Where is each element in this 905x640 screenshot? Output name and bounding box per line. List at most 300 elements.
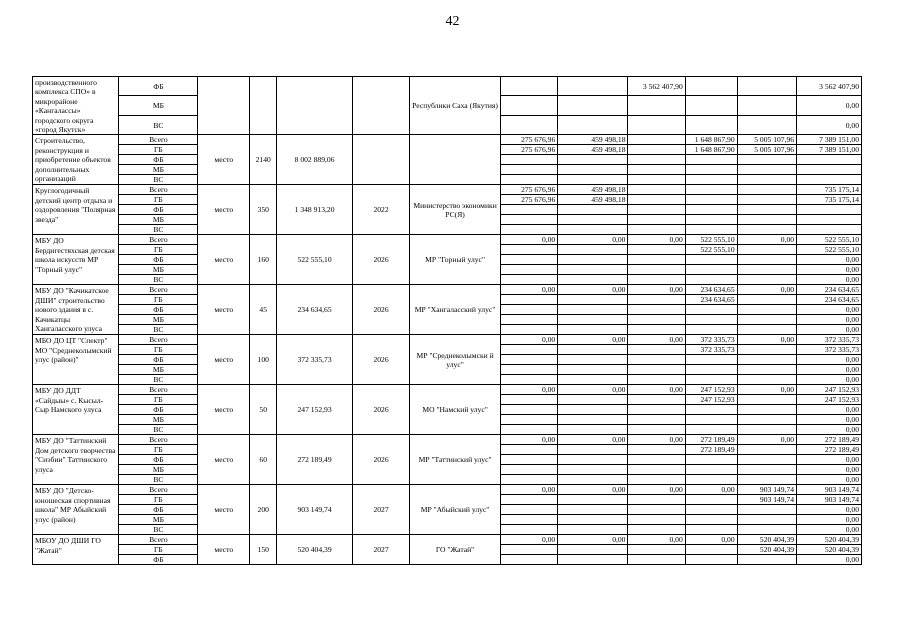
value-cell-3 <box>628 525 685 535</box>
value-cell-4: 522 555,10 <box>685 235 737 245</box>
value-cell-3 <box>628 225 685 235</box>
value-cell-1 <box>500 295 557 305</box>
value-cell-2 <box>558 415 628 425</box>
executor-cell: МР "Среднеколымски й улус" <box>410 335 501 385</box>
value-cell-3 <box>628 405 685 415</box>
object-name-cell: производственного комплекса СПО» в микрорайоне «Кангалассы» городского округа «город Якутск» <box>33 77 119 135</box>
value-cell-3 <box>628 265 685 275</box>
funding-source-cell: ВС <box>119 325 198 335</box>
value-cell-4 <box>685 175 737 185</box>
value-cell-2 <box>558 425 628 435</box>
value-cell-1: 275 676,96 <box>500 185 557 195</box>
value-cell-2 <box>558 465 628 475</box>
value-cell-5 <box>737 205 796 215</box>
funding-source-cell: ГБ <box>119 245 198 255</box>
total-cell: 520 404,39 <box>797 545 862 555</box>
table-row <box>33 485 862 495</box>
value-cell-3 <box>628 185 685 195</box>
funding-source-cell: Всего <box>119 335 198 345</box>
funding-source-cell: ФБ <box>119 355 198 365</box>
funding-source-cell: Всего <box>119 385 198 395</box>
table-row <box>33 385 862 395</box>
total-cell: 0,00 <box>797 325 862 335</box>
total-cell: 272 189,49 <box>797 445 862 455</box>
value-cell-3 <box>628 465 685 475</box>
value-cell-3: 3 562 407,90 <box>628 77 685 96</box>
table-row <box>33 285 862 295</box>
value-cell-5 <box>737 405 796 415</box>
value-cell-4: 272 189,49 <box>685 435 737 445</box>
value-cell-3 <box>628 445 685 455</box>
value-cell-3 <box>628 345 685 355</box>
value-cell-2: 459 498,18 <box>558 135 628 145</box>
value-cell-3 <box>628 505 685 515</box>
executor-cell: Республики Саха (Якутия) <box>410 77 501 135</box>
funding-source-cell: ВС <box>119 475 198 485</box>
value-cell-2: 0,00 <box>558 535 628 545</box>
value-cell-4 <box>685 275 737 285</box>
value-cell-5 <box>737 395 796 405</box>
funding-source-cell: Всего <box>119 235 198 245</box>
unit-cell: место <box>198 235 250 285</box>
total-cell: 735 175,14 <box>797 185 862 195</box>
value-cell-3: 0,00 <box>628 285 685 295</box>
funding-source-cell: ФБ <box>119 155 198 165</box>
value-cell-1 <box>500 305 557 315</box>
value-cell-3 <box>628 325 685 335</box>
funding-source-cell: ВС <box>119 225 198 235</box>
value-cell-3 <box>628 375 685 385</box>
funding-source-cell: ФБ <box>119 555 198 565</box>
unit-cell: место <box>198 335 250 385</box>
value-cell-3: 0,00 <box>628 235 685 245</box>
value-cell-3 <box>628 205 685 215</box>
estimated-cost-cell: 272 189,49 <box>277 435 353 485</box>
value-cell-4: 247 152,93 <box>685 395 737 405</box>
value-cell-2 <box>558 325 628 335</box>
value-cell-1 <box>500 405 557 415</box>
total-cell: 247 152,93 <box>797 385 862 395</box>
value-cell-2 <box>558 155 628 165</box>
object-name-cell: МБО ДО ЦТ "Спектр" МО "Среднеколымский улус (район)" <box>33 335 119 385</box>
estimated-cost-cell: 522 555,10 <box>277 235 353 285</box>
value-cell-2 <box>558 265 628 275</box>
completion-year-cell <box>352 135 409 185</box>
value-cell-5 <box>737 185 796 195</box>
value-cell-1 <box>500 455 557 465</box>
value-cell-5 <box>737 265 796 275</box>
funding-source-cell: МБ <box>119 215 198 225</box>
value-cell-3 <box>628 275 685 285</box>
value-cell-5 <box>737 155 796 165</box>
executor-cell: МР "Горный улус" <box>410 235 501 285</box>
value-cell-4 <box>685 195 737 205</box>
value-cell-1: 275 676,96 <box>500 135 557 145</box>
value-cell-2 <box>558 96 628 115</box>
funding-source-cell: ФБ <box>119 505 198 515</box>
value-cell-5 <box>737 455 796 465</box>
total-cell: 372 335,73 <box>797 335 862 345</box>
value-cell-3 <box>628 245 685 255</box>
value-cell-3 <box>628 515 685 525</box>
value-cell-1 <box>500 165 557 175</box>
executor-cell: МР "Таттинский улус" <box>410 435 501 485</box>
value-cell-2 <box>558 245 628 255</box>
value-cell-4 <box>685 215 737 225</box>
funding-source-cell: ФБ <box>119 255 198 265</box>
value-cell-2 <box>558 115 628 135</box>
value-cell-2 <box>558 455 628 465</box>
total-cell <box>797 165 862 175</box>
unit-cell <box>198 77 250 135</box>
total-cell: 0,00 <box>797 475 862 485</box>
unit-cell: место <box>198 535 250 565</box>
completion-year-cell: 2026 <box>352 335 409 385</box>
value-cell-4 <box>685 165 737 175</box>
value-cell-4: 372 335,73 <box>685 335 737 345</box>
value-cell-3 <box>628 115 685 135</box>
value-cell-1 <box>500 265 557 275</box>
value-cell-5: 0,00 <box>737 385 796 395</box>
value-cell-5 <box>737 525 796 535</box>
value-cell-5: 5 005 107,96 <box>737 135 796 145</box>
object-name-cell: МБУ ДО ДДТ «Сайдыы» с. Кысыл-Сыр Намского улуса <box>33 385 119 435</box>
value-cell-2 <box>558 445 628 455</box>
total-cell: 0,00 <box>797 465 862 475</box>
value-cell-2 <box>558 505 628 515</box>
value-cell-2 <box>558 375 628 385</box>
object-name-cell: Круглогодичный детский центр отдыха и оздоровления "Полярная звезда" <box>33 185 119 235</box>
value-cell-4 <box>685 465 737 475</box>
value-cell-5: 0,00 <box>737 235 796 245</box>
completion-year-cell: 2026 <box>352 435 409 485</box>
value-cell-3 <box>628 135 685 145</box>
value-cell-5: 0,00 <box>737 335 796 345</box>
total-cell: 903 149,74 <box>797 485 862 495</box>
total-cell: 0,00 <box>797 415 862 425</box>
value-cell-3 <box>628 305 685 315</box>
value-cell-1 <box>500 505 557 515</box>
value-cell-4: 0,00 <box>685 485 737 495</box>
funding-source-cell: Всего <box>119 285 198 295</box>
total-cell: 0,00 <box>797 96 862 115</box>
funding-source-cell: ФБ <box>119 405 198 415</box>
funding-source-cell: ВС <box>119 175 198 185</box>
total-cell: 372 335,73 <box>797 345 862 355</box>
value-cell-1 <box>500 555 557 565</box>
value-cell-5 <box>737 295 796 305</box>
funding-source-cell: МБ <box>119 165 198 175</box>
total-cell: 0,00 <box>797 375 862 385</box>
funding-source-cell: Всего <box>119 485 198 495</box>
total-cell: 0,00 <box>797 315 862 325</box>
value-cell-4 <box>685 455 737 465</box>
value-cell-3 <box>628 395 685 405</box>
value-cell-2: 0,00 <box>558 435 628 445</box>
value-cell-1 <box>500 77 557 96</box>
funding-source-cell: ФБ <box>119 77 198 96</box>
value-cell-3 <box>628 475 685 485</box>
value-cell-1: 0,00 <box>500 385 557 395</box>
object-name-cell: МБОУ ДО ДШИ ГО "Жатай" <box>33 535 119 565</box>
value-cell-3 <box>628 495 685 505</box>
value-cell-4 <box>685 375 737 385</box>
value-cell-3 <box>628 145 685 155</box>
value-cell-5 <box>737 225 796 235</box>
value-cell-1 <box>500 545 557 555</box>
value-cell-1 <box>500 395 557 405</box>
funding-source-cell: ФБ <box>119 205 198 215</box>
capacity-cell <box>250 77 277 135</box>
funding-source-cell: ГБ <box>119 495 198 505</box>
value-cell-2: 459 498,18 <box>558 145 628 155</box>
value-cell-2 <box>558 215 628 225</box>
value-cell-1 <box>500 155 557 165</box>
object-name-cell: МБУ ДО "Детско-юношеская спортивная школа" МР Абыйский улус (район) <box>33 485 119 535</box>
value-cell-2 <box>558 475 628 485</box>
value-cell-1 <box>500 475 557 485</box>
capacity-cell: 160 <box>250 235 277 285</box>
value-cell-1 <box>500 425 557 435</box>
funding-source-cell: ВС <box>119 525 198 535</box>
funding-source-cell: ГБ <box>119 395 198 405</box>
value-cell-5 <box>737 355 796 365</box>
total-cell: 234 634,65 <box>797 295 862 305</box>
value-cell-5: 0,00 <box>737 285 796 295</box>
value-cell-5: 5 005 107,96 <box>737 145 796 155</box>
value-cell-1: 275 676,96 <box>500 195 557 205</box>
value-cell-1 <box>500 315 557 325</box>
value-cell-2 <box>558 545 628 555</box>
funding-source-cell: ВС <box>119 375 198 385</box>
value-cell-1: 0,00 <box>500 435 557 445</box>
value-cell-4 <box>685 475 737 485</box>
total-cell: 247 152,93 <box>797 395 862 405</box>
total-cell: 0,00 <box>797 265 862 275</box>
value-cell-3: 0,00 <box>628 335 685 345</box>
executor-cell: МР "Абыйский улус" <box>410 485 501 535</box>
value-cell-4 <box>685 77 737 96</box>
completion-year-cell: 2026 <box>352 235 409 285</box>
value-cell-4: 234 634,65 <box>685 285 737 295</box>
executor-cell <box>410 135 501 185</box>
value-cell-4: 272 189,49 <box>685 445 737 455</box>
value-cell-3 <box>628 96 685 115</box>
object-name-cell: МБУ ДО Бердигестяхская детская школа искусств МР "Горный улус" <box>33 235 119 285</box>
value-cell-4 <box>685 96 737 115</box>
funding-source-cell: ФБ <box>119 305 198 315</box>
page-number: 42 <box>445 14 460 29</box>
total-cell: 234 634,65 <box>797 285 862 295</box>
unit-cell: место <box>198 285 250 335</box>
funding-source-cell: МБ <box>119 465 198 475</box>
table-row <box>33 135 862 145</box>
value-cell-4 <box>685 315 737 325</box>
total-cell: 0,00 <box>797 275 862 285</box>
value-cell-2 <box>558 365 628 375</box>
estimated-cost-cell: 520 404,39 <box>277 535 353 565</box>
value-cell-1 <box>500 355 557 365</box>
value-cell-3 <box>628 175 685 185</box>
value-cell-3 <box>628 165 685 175</box>
value-cell-3: 0,00 <box>628 535 685 545</box>
value-cell-4: 372 335,73 <box>685 345 737 355</box>
value-cell-4: 234 634,65 <box>685 295 737 305</box>
unit-cell: место <box>198 185 250 235</box>
object-name-cell: МБУ ДО "Таттинский Дом детского творчества "Сиэбии" Таттинского улуса <box>33 435 119 485</box>
total-cell: 0,00 <box>797 455 862 465</box>
value-cell-4 <box>685 495 737 505</box>
completion-year-cell <box>352 77 409 135</box>
value-cell-5: 903 149,74 <box>737 485 796 495</box>
executor-cell: МО "Намский улус" <box>410 385 501 435</box>
completion-year-cell: 2026 <box>352 285 409 335</box>
value-cell-3 <box>628 195 685 205</box>
value-cell-1 <box>500 495 557 505</box>
value-cell-2 <box>558 395 628 405</box>
value-cell-4 <box>685 355 737 365</box>
funding-source-cell: ГБ <box>119 345 198 355</box>
value-cell-4 <box>685 505 737 515</box>
value-cell-5: 903 149,74 <box>737 495 796 505</box>
unit-cell: место <box>198 435 250 485</box>
total-cell: 522 555,10 <box>797 245 862 255</box>
estimated-cost-cell: 234 634,65 <box>277 285 353 335</box>
estimated-cost-cell: 247 152,93 <box>277 385 353 435</box>
capacity-cell: 100 <box>250 335 277 385</box>
value-cell-4 <box>685 305 737 315</box>
value-cell-1: 0,00 <box>500 485 557 495</box>
funding-source-cell: Всего <box>119 185 198 195</box>
value-cell-5 <box>737 465 796 475</box>
value-cell-4 <box>685 325 737 335</box>
value-cell-3 <box>628 425 685 435</box>
investment-table-sheet <box>32 76 862 565</box>
value-cell-2 <box>558 315 628 325</box>
executor-cell: Министерство экономики РС(Я) <box>410 185 501 235</box>
value-cell-1 <box>500 465 557 475</box>
value-cell-1 <box>500 445 557 455</box>
value-cell-1 <box>500 275 557 285</box>
value-cell-2: 0,00 <box>558 235 628 245</box>
capacity-cell: 45 <box>250 285 277 335</box>
funding-source-cell: ВС <box>119 275 198 285</box>
value-cell-1 <box>500 375 557 385</box>
value-cell-5 <box>737 415 796 425</box>
value-cell-5 <box>737 275 796 285</box>
value-cell-4 <box>685 265 737 275</box>
value-cell-5 <box>737 195 796 205</box>
total-cell: 0,00 <box>797 305 862 315</box>
total-cell: 272 189,49 <box>797 435 862 445</box>
value-cell-5 <box>737 96 796 115</box>
funding-source-cell: МБ <box>119 96 198 115</box>
value-cell-3 <box>628 295 685 305</box>
table-row <box>33 185 862 195</box>
value-cell-5 <box>737 255 796 265</box>
completion-year-cell: 2022 <box>352 185 409 235</box>
value-cell-3 <box>628 355 685 365</box>
funding-source-cell: ГБ <box>119 145 198 155</box>
value-cell-3: 0,00 <box>628 435 685 445</box>
total-cell: 0,00 <box>797 505 862 515</box>
value-cell-3 <box>628 155 685 165</box>
value-cell-4: 0,00 <box>685 535 737 545</box>
value-cell-5 <box>737 515 796 525</box>
total-cell: 0,00 <box>797 525 862 535</box>
total-cell: 7 389 151,00 <box>797 135 862 145</box>
table-row <box>33 535 862 545</box>
funding-source-cell: МБ <box>119 515 198 525</box>
value-cell-3 <box>628 255 685 265</box>
value-cell-4 <box>685 545 737 555</box>
value-cell-1: 0,00 <box>500 285 557 295</box>
value-cell-5 <box>737 245 796 255</box>
value-cell-3 <box>628 415 685 425</box>
value-cell-5 <box>737 345 796 355</box>
estimated-cost-cell: 1 348 913,20 <box>277 185 353 235</box>
capacity-cell: 350 <box>250 185 277 235</box>
value-cell-5 <box>737 475 796 485</box>
value-cell-4 <box>685 205 737 215</box>
value-cell-1 <box>500 365 557 375</box>
estimated-cost-cell: 372 335,73 <box>277 335 353 385</box>
object-name-cell: Строительство, реконструкция и приобретение объектов дополнительных организаций <box>33 135 119 185</box>
value-cell-4 <box>685 185 737 195</box>
table-row <box>33 235 862 245</box>
value-cell-4 <box>685 115 737 135</box>
value-cell-4 <box>685 515 737 525</box>
value-cell-2 <box>558 515 628 525</box>
total-cell <box>797 205 862 215</box>
investment-table <box>32 76 862 565</box>
value-cell-1 <box>500 175 557 185</box>
funding-source-cell: ФБ <box>119 455 198 465</box>
value-cell-4 <box>685 255 737 265</box>
funding-source-cell: ГБ <box>119 195 198 205</box>
value-cell-2: 0,00 <box>558 335 628 345</box>
value-cell-3 <box>628 365 685 375</box>
value-cell-5 <box>737 425 796 435</box>
estimated-cost-cell: 8 002 889,06 <box>277 135 353 185</box>
value-cell-4 <box>685 365 737 375</box>
value-cell-4 <box>685 555 737 565</box>
value-cell-3 <box>628 455 685 465</box>
funding-source-cell: ГБ <box>119 545 198 555</box>
table-row <box>33 435 862 445</box>
total-cell <box>797 225 862 235</box>
total-cell: 0,00 <box>797 405 862 415</box>
value-cell-1 <box>500 525 557 535</box>
total-cell <box>797 155 862 165</box>
funding-source-cell: МБ <box>119 265 198 275</box>
total-cell: 0,00 <box>797 365 862 375</box>
total-cell: 0,00 <box>797 515 862 525</box>
value-cell-2 <box>558 555 628 565</box>
total-cell: 0,00 <box>797 115 862 135</box>
funding-source-cell: ВС <box>119 425 198 435</box>
value-cell-3 <box>628 315 685 325</box>
value-cell-2 <box>558 345 628 355</box>
value-cell-4: 522 555,10 <box>685 245 737 255</box>
value-cell-4 <box>685 415 737 425</box>
value-cell-5 <box>737 77 796 96</box>
value-cell-2 <box>558 205 628 215</box>
value-cell-1 <box>500 215 557 225</box>
value-cell-2 <box>558 305 628 315</box>
value-cell-1 <box>500 115 557 135</box>
value-cell-1 <box>500 225 557 235</box>
